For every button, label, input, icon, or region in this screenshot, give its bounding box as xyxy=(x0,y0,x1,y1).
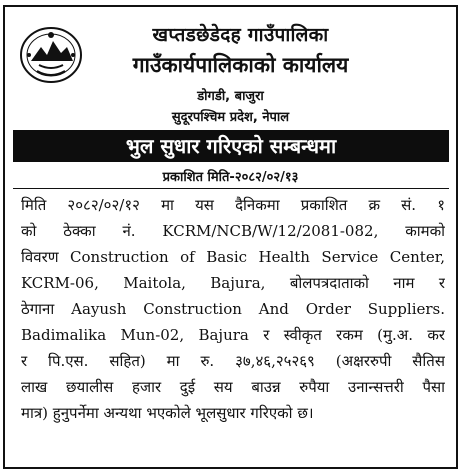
correction-notice xyxy=(3,5,458,469)
body-line: Badimalika Mun-02, Bajura र स्वीकृत रकम (मु.अ. कर xyxy=(21,326,445,344)
municipality-name: खप्तडछेडेदह गाउँपालिका xyxy=(152,24,329,46)
office-name: गाउँकार्यपालिकाको कार्यालय xyxy=(132,53,349,77)
published-date: प्रकाशित मिति-२०८२/०२/१३ xyxy=(162,170,299,185)
body-line: र पि.एस. सहित) मा रु. ३७,४६,२५२६९ (अक्षररुपी सैतिस xyxy=(21,352,445,370)
notice-title: भुल सुधार गरिएको सम्बन्धमा xyxy=(13,130,449,162)
body-line: ठेगाना Aayush Construction And Order Suppliers. xyxy=(21,300,445,318)
body-line: को ठेक्का नं. KCRM/NCB/W/12/2081-082, कामको xyxy=(21,222,445,240)
body-line: मात्र) हुनुपर्नेमा अन्यथा भएकोले भूलसुधार गरिएको छ। xyxy=(21,404,314,422)
office-province: सुदूरपश्चिम प्रदेश, नेपाल xyxy=(171,110,290,125)
divider xyxy=(13,188,449,189)
office-location: डोगडी, बाजुरा xyxy=(197,89,264,104)
body-line: विवरण Construction of Basic Health Service Center, xyxy=(21,248,445,266)
body-line: KCRM-06, Maitola, Bajura, बोलपत्रदाताको नाम र xyxy=(21,274,445,292)
body-line: लाख छयालीस हजार दुई सय बाउन्न रुपैया उनान्सत्तरी पैसा xyxy=(21,378,445,396)
body-line: मिति २०८२/०२/१२ मा यस दैनिकमा प्रकाशित क्र सं. १ xyxy=(21,196,445,214)
